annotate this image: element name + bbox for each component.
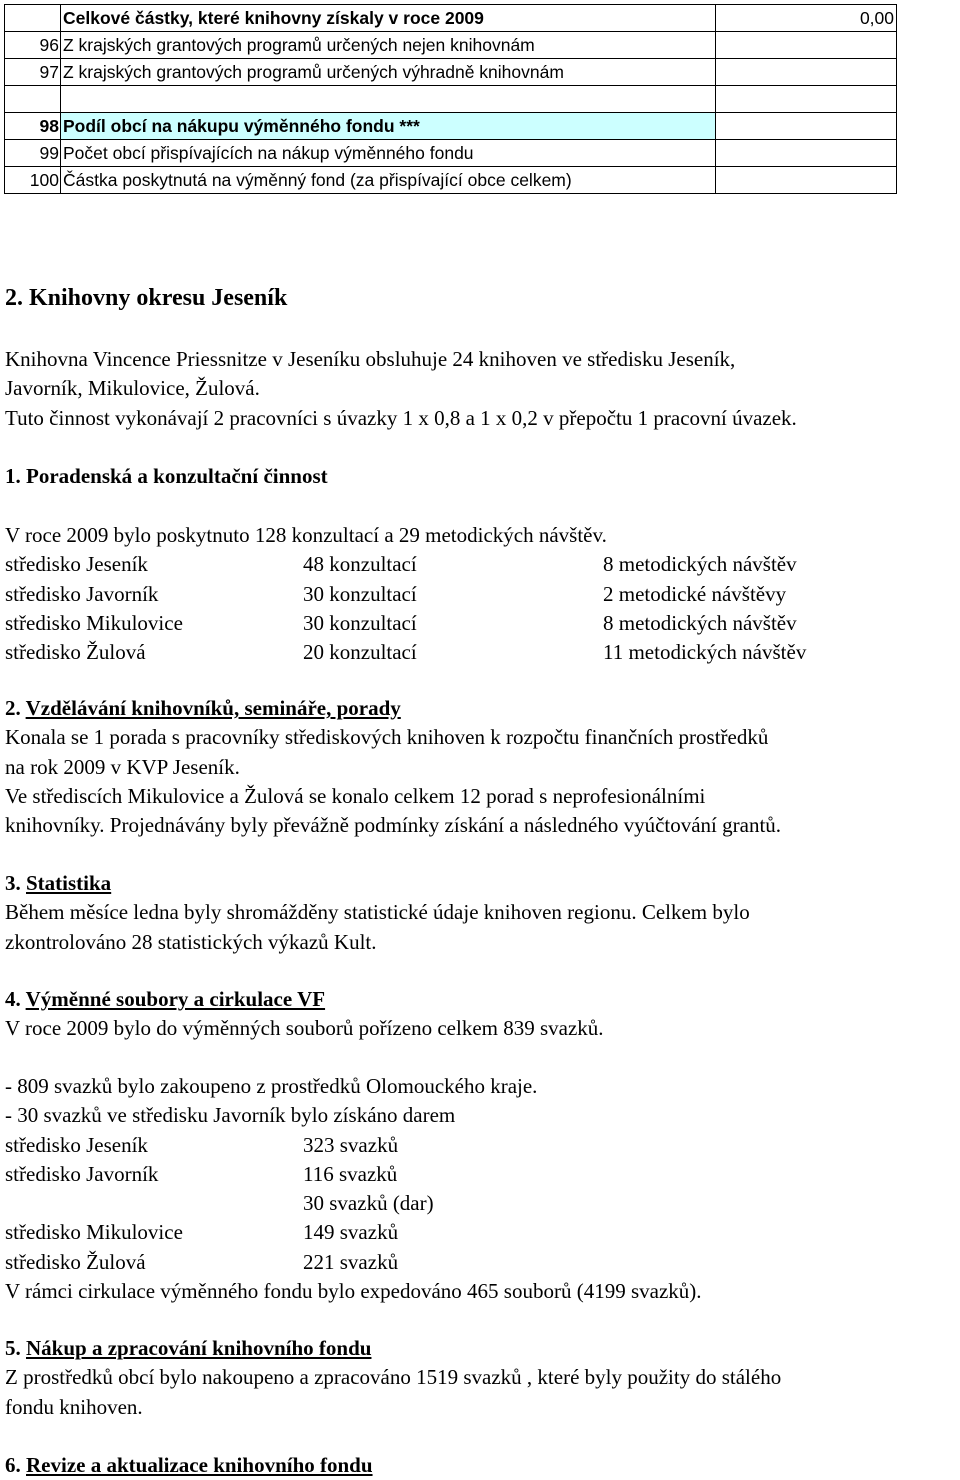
s1-heading-num: 1.	[5, 464, 21, 488]
s2-heading-text: Vzdělávání knihovníků, semináře, porady	[25, 696, 401, 720]
s4-heading-text: Výměnné soubory a cirkulace VF	[25, 987, 326, 1011]
row-value	[716, 86, 897, 113]
row-label: Z krajských grantových programů určených výhradně knihovnám	[61, 59, 716, 86]
s6-heading-num: 6.	[5, 1453, 21, 1477]
visits: 8 metodických návštěv	[603, 552, 797, 577]
s4-details	[5, 1072, 955, 1306]
consultation-row	[5, 638, 955, 667]
row-value	[716, 113, 897, 140]
s1-summary: V roce 2009 bylo poskytnuto 128 konzultací a 29 metodických návštěv.	[5, 523, 607, 547]
consultation-row	[5, 609, 955, 638]
row-value	[716, 140, 897, 167]
row-value	[716, 167, 897, 194]
place	[5, 1189, 303, 1218]
visits: 8 metodických návštěv	[603, 610, 797, 635]
place: středisko Javorník	[5, 1161, 159, 1186]
row-number: 100	[5, 167, 61, 194]
s5-heading	[5, 1334, 955, 1363]
s4-heading-num: 4.	[5, 987, 21, 1011]
visits: 2 metodické návštěvy	[603, 581, 787, 606]
table-row	[5, 140, 897, 167]
volume-row	[5, 1131, 955, 1160]
s5-line: Z prostředků obcí bylo nakoupeno a zpracováno 1519 svazků , které byly použity do stálého	[5, 1365, 782, 1390]
consultations: 30 konzultací	[303, 610, 417, 635]
s6-heading-text: Revize a aktualizace knihovního fondu	[26, 1453, 373, 1477]
s1-heading-text: Poradenská a konzultační činnost	[26, 464, 328, 488]
s6-heading	[5, 1451, 955, 1480]
consultations: 30 konzultací	[303, 581, 417, 606]
consultations: 20 konzultací	[303, 640, 417, 665]
s4-line: - 30 svazků ve středisku Javorník bylo získáno darem	[5, 1103, 456, 1128]
volume-row	[5, 1189, 955, 1218]
row-number: 96	[5, 32, 61, 59]
s4-line: V roce 2009 bylo do výměnných souborů pořízeno celkem 839 svazků.	[5, 1016, 604, 1041]
volume-count: 30 svazků (dar)	[303, 1191, 434, 1216]
s4-closing: V rámci cirkulace výměnného fondu bylo expedováno 465 souborů (4199 svazků).	[5, 1279, 702, 1304]
volume-count: 323 svazků	[303, 1132, 399, 1157]
s2-line: na rok 2009 v KVP Jeseník.	[5, 754, 240, 779]
s4-block	[5, 985, 955, 1044]
s3-block	[5, 869, 955, 957]
row-value: 0,00	[716, 5, 897, 32]
place: středisko Jeseník	[5, 552, 148, 577]
volume-row	[5, 1160, 955, 1189]
row-label	[61, 86, 716, 113]
volume-row	[5, 1218, 955, 1247]
place: středisko Mikulovice	[5, 1220, 183, 1245]
s2-line: Ve střediscích Mikulovice a Žulová se konalo celkem 12 porad s neprofesionálními	[5, 783, 706, 808]
volume-count: 221 svazků	[303, 1249, 399, 1274]
consultation-row	[5, 580, 955, 609]
s5-line: fondu knihoven.	[5, 1394, 143, 1419]
row-label: Z krajských grantových programů určených nejen knihovnám	[61, 32, 716, 59]
intro-line: Knihovna Vincence Priessnitze v Jeseníku obsluhuje 24 knihoven ve středisku Jeseník,	[5, 347, 736, 371]
consultation-row	[5, 550, 955, 579]
s3-heading-num: 3.	[5, 871, 21, 895]
row-number: 99	[5, 140, 61, 167]
s5-block	[5, 1334, 955, 1422]
intro-paragraph	[5, 345, 955, 433]
volume-row	[5, 1248, 955, 1277]
s4-heading	[5, 985, 955, 1014]
s2-line: knihovníky. Projednávány byly převážně podmínky získání a následného vyúčtování grantů.	[5, 813, 782, 838]
place: středisko Javorník	[5, 581, 159, 606]
place: středisko Mikulovice	[5, 610, 183, 635]
row-label: Částka poskytnutá na výměnný fond (za přispívající obce celkem)	[61, 167, 716, 194]
table-row	[5, 59, 897, 86]
table-row	[5, 5, 897, 32]
consultations: 48 konzultací	[303, 552, 417, 577]
s1-body	[5, 521, 955, 667]
row-label: Celkové částky, které knihovny získaly v roce 2009	[61, 5, 716, 32]
row-value	[716, 59, 897, 86]
row-value	[716, 32, 897, 59]
library-funding-table	[4, 4, 897, 194]
table-row	[5, 113, 897, 140]
table-row	[5, 32, 897, 59]
s3-heading	[5, 869, 955, 898]
s5-heading-num: 5.	[5, 1336, 21, 1360]
s1-heading	[5, 462, 955, 491]
s3-line: zkontrolováno 28 statistických výkazů Kult.	[5, 929, 377, 954]
intro-line: Javorník, Mikulovice, Žulová.	[5, 376, 260, 401]
place: středisko Žulová	[5, 1249, 146, 1274]
table-row	[5, 167, 897, 194]
row-label: Počet obcí přispívajících na nákup výměnného fondu	[61, 140, 716, 167]
row-number: 98	[5, 113, 61, 140]
place: středisko Žulová	[5, 640, 146, 665]
section-title: 2. Knihovny okresu Jeseník	[5, 285, 288, 311]
visits: 11 metodických návštěv	[603, 640, 807, 665]
row-number	[5, 86, 61, 113]
intro-line: Tuto činnost vykonávají 2 pracovníci s úvazky 1 x 0,8 a 1 x 0,2 v přepočtu 1 pracovní úvazek.	[5, 405, 797, 430]
s3-line: Během měsíce ledna byly shromážděny statistické údaje knihoven regionu. Celkem bylo	[5, 900, 750, 925]
s2-heading-num: 2.	[5, 696, 21, 720]
s2-line: Konala se 1 porada s pracovníky střediskových knihoven k rozpočtu finančních prostředků	[5, 725, 769, 750]
table-row	[5, 86, 897, 113]
row-number	[5, 5, 61, 32]
row-number: 97	[5, 59, 61, 86]
volume-count: 116 svazků	[303, 1161, 398, 1186]
place: středisko Jeseník	[5, 1132, 148, 1157]
volume-count: 149 svazků	[303, 1220, 399, 1245]
s3-heading-text: Statistika	[26, 871, 112, 895]
s5-heading-text: Nákup a zpracování knihovního fondu	[26, 1336, 372, 1360]
s2-heading	[5, 694, 955, 723]
row-label: Podíl obcí na nákupu výměnného fondu ***	[61, 113, 716, 140]
s2-block	[5, 694, 955, 840]
s4-line: - 809 svazků bylo zakoupeno z prostředků Olomouckého kraje.	[5, 1074, 538, 1098]
